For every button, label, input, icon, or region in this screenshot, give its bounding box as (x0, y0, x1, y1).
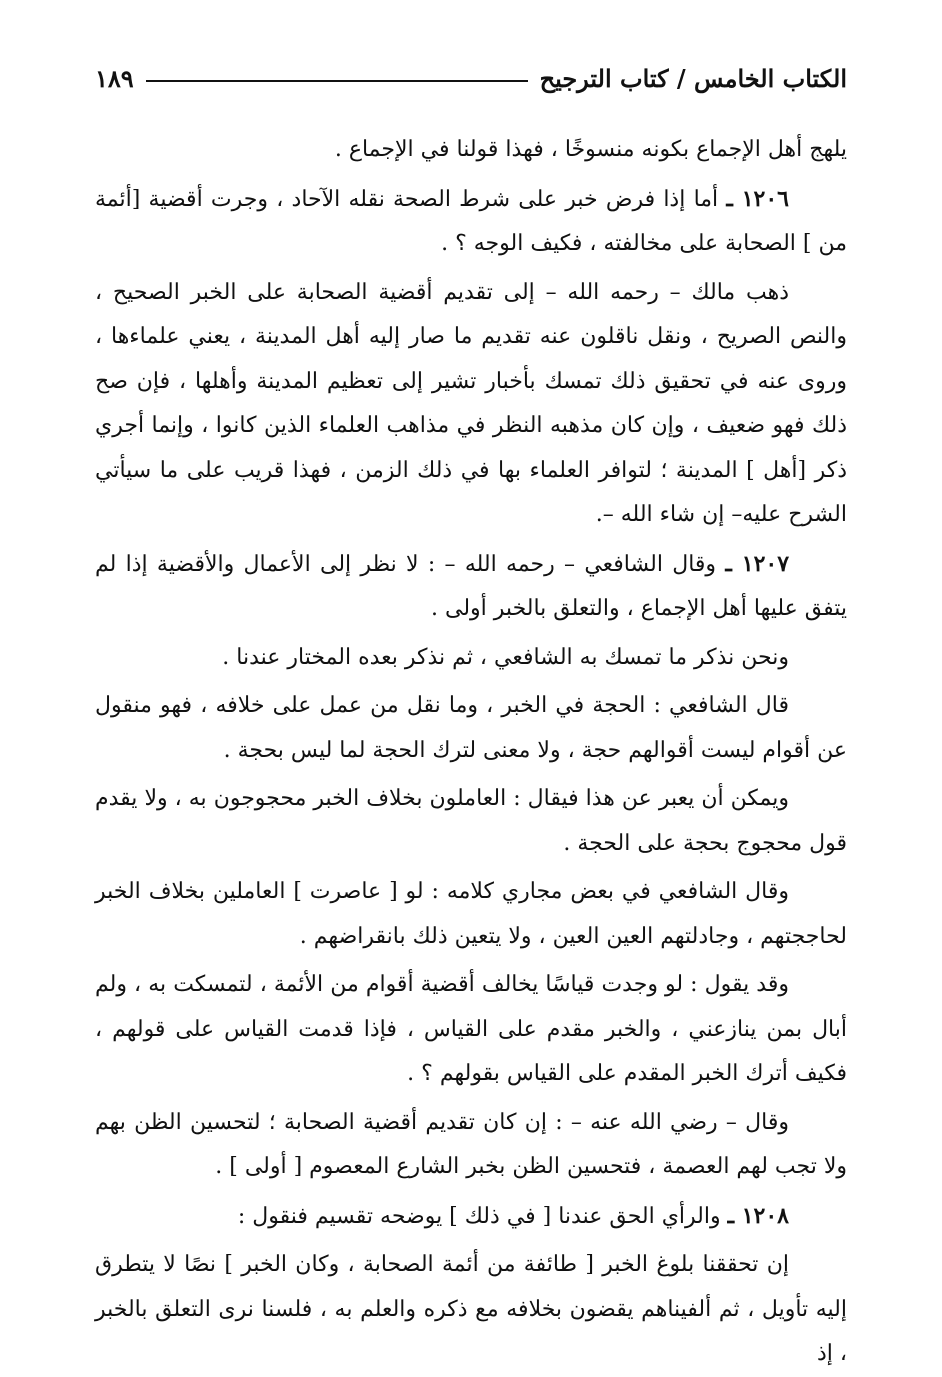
page-body (95, 128, 847, 1377)
paragraph-number: ١٢٠٨ ـ (727, 1202, 789, 1229)
paragraph-text: ونحن نذكر ما تمسك به الشافعي ، ثم نذكر بعده المختار عندنا . (222, 644, 789, 670)
paragraph-1208 (95, 1194, 847, 1240)
page-number: ١٨٩ (95, 63, 134, 93)
paragraph-text: ويمكن أن يعبر عن هذا فيقال : العاملون بخلاف الخبر محجوجون به ، ولا يقدم قول محجوج بحجة على الحجة . (95, 786, 847, 856)
header-rule (146, 80, 528, 82)
paragraph-text: وقال الشافعي في بعض مجاري كلامه : لو [ عاصرت ] العاملين بخلاف الخبر لحاججتهم ، وجادلتهم العين العين ، ولا يتعين ذلك بانقراضهم . (95, 879, 847, 949)
paragraph (95, 777, 847, 866)
paragraph-number: ١٢٠٦ ـ (726, 185, 789, 212)
paragraph-1207 (95, 542, 847, 632)
paragraph (95, 1243, 847, 1377)
paragraph-text: قال الشافعي : الحجة في الخبر ، وما نقل من عمل على خلافه ، فهو منقول عن أقوام ليست أقوالهم حجة ، ولا معنى لترك الحجة لما ليس بحجة . (95, 693, 847, 763)
paragraph-text: وقد يقول : لو وجدت قياسًا يخالف أقضية أقوام من الأئمة ، لتمسكت به ، ولم أبال بمن ينازعني ، والخبر مقدم على القياس ، فإذا قدمت القياس على قولهم ، فكيف أترك الخبر المقدم على القياس بقولهم ؟ . (95, 972, 847, 1086)
paragraph-text: أما إذا فرض خبر على شرط الصحة نقله الآحاد ، وجرت أقضية [أئمة من ] الصحابة على مخالفته ، فكيف الوجه ؟ . (95, 186, 847, 256)
paragraph-text: يلهج أهل الإجماع بكونه منسوخًا ، فهذا قولنا في الإجماع . (334, 137, 847, 162)
paragraph-1206 (95, 177, 847, 267)
paragraph (95, 271, 847, 538)
paragraph (95, 128, 847, 173)
paragraph (95, 636, 847, 681)
paragraph (95, 1101, 847, 1190)
paragraph (95, 684, 847, 773)
paragraph-number: ١٢٠٧ ـ (725, 550, 790, 577)
paragraph (95, 963, 847, 1097)
paragraph-text: ذهب مالك – رحمه الله – إلى تقديم أقضية الصحابة على الخبر الصحيح ، والنص الصريح ، ونقل ناقلون عنه تقديم ما صار إليه أهل المدينة ، يعني علماءها ، وروى عنه في تحقيق ذلك تمسك بأخبار تشير إلى تعظيم المدينة وأهلها ، فإن صح ذلك فهو ضعيف ، وإن كان مذهبه النظر في مذاهب العلماء الذين كانوا ، وإنما أجري ذكر [أهل ] المدينة ؛ لتوافر العلماء بها في ذلك الزمن ، فهذا قريب على ما سيأتي الشرح عليه– إن شاء الله –. (95, 279, 847, 527)
paragraph (95, 870, 847, 959)
paragraph-text: والرأي الحق عندنا [ في ذلك ] يوضحه تقسيم فنقول : (237, 1203, 721, 1229)
running-header (95, 58, 847, 98)
paragraph-text: وقال – رضي الله عنه – : إن كان تقديم أقضية الصحابة ؛ لتحسين الظن بهم ولا تجب لهم العصمة ، فتحسين الظن بخبر الشارع المعصوم [ أولى ] . (95, 1109, 847, 1179)
paragraph-text: إن تحققنا بلوغ الخبر [ طائفة من أئمة الصحابة ، وكان الخبر ] نصًا لا يتطرق إليه تأويل ، ثم ألفيناهم يقضون بخلافه مع ذكره والعلم به ، فلسنا نرى التعلق بالخبر ، إذ (95, 1252, 847, 1366)
header-title: الكتاب الخامس / كتاب الترجيح (539, 63, 847, 93)
paragraph-text: وقال الشافعي – رحمه الله – : لا نظر إلى الأعمال والأقضية إذا لم يتفق عليها أهل الإجماع ، والتعلق بالخبر أولى . (95, 551, 847, 621)
